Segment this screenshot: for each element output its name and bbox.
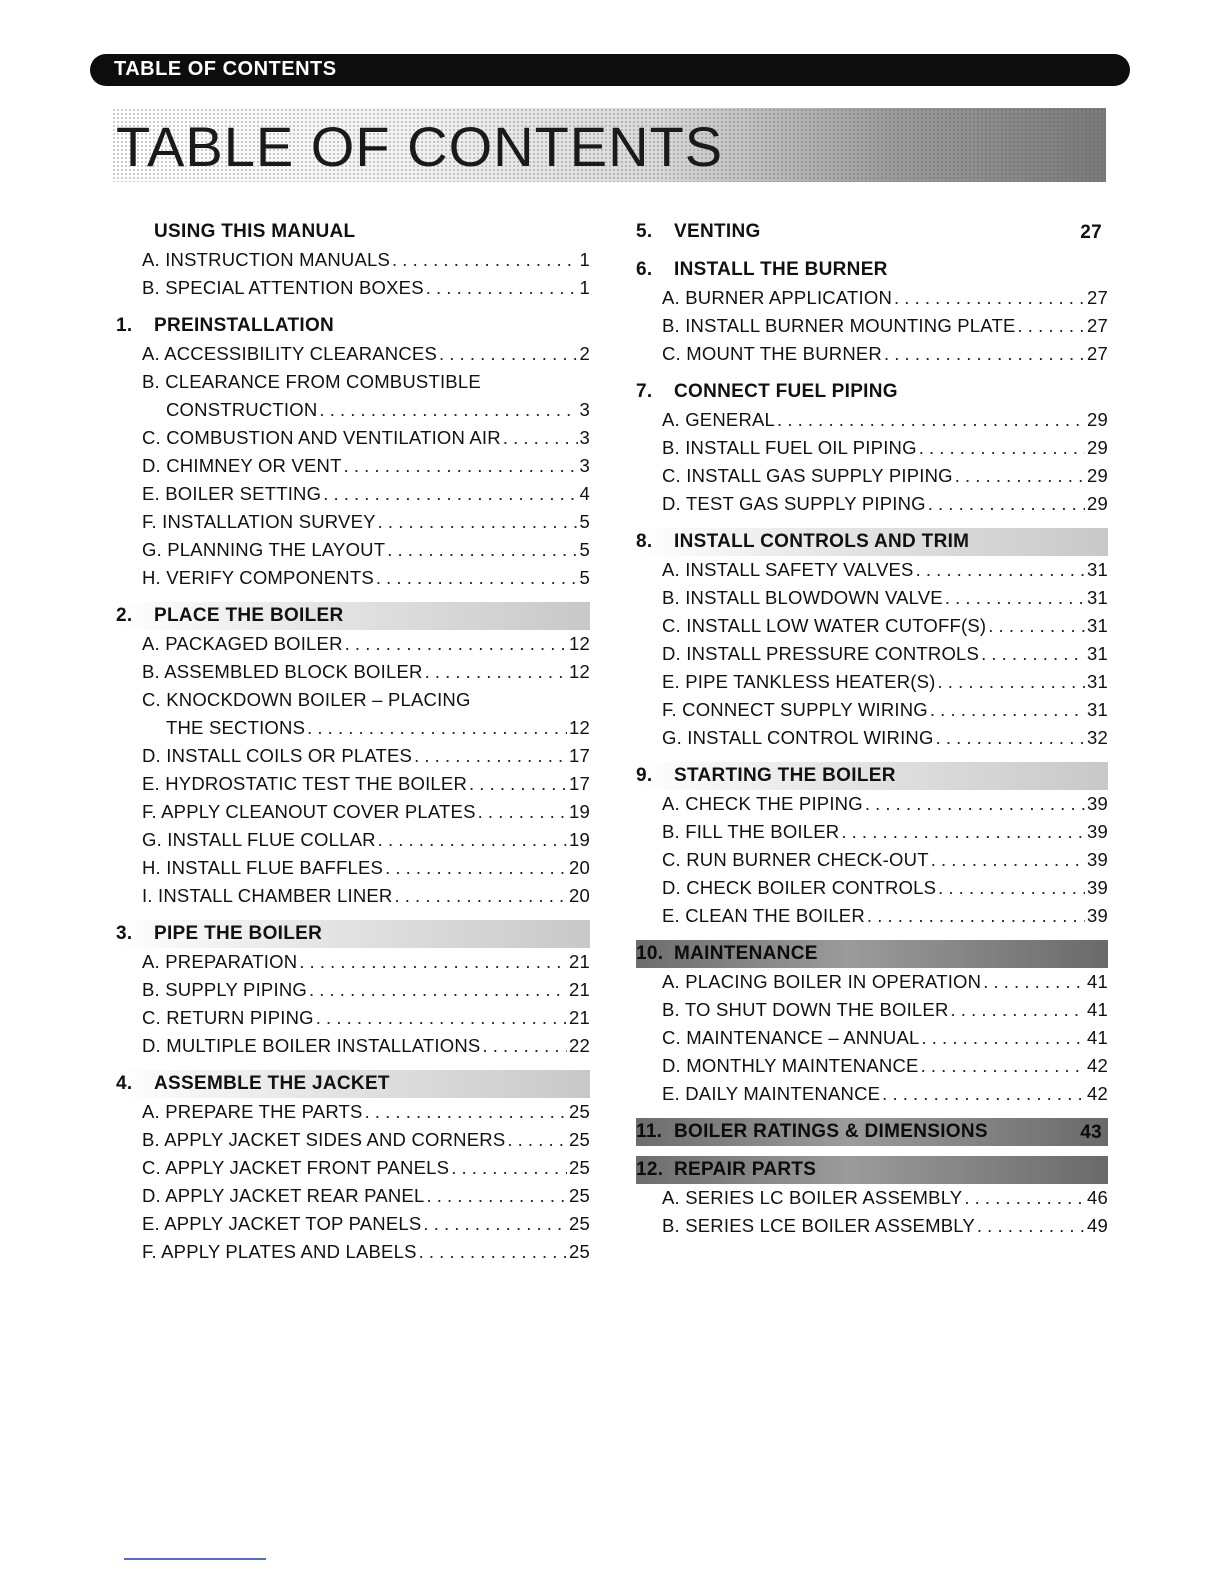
dot-leader bbox=[392, 246, 577, 274]
toc-entry[interactable] bbox=[662, 1024, 1108, 1052]
entry-page: 17 bbox=[569, 773, 590, 794]
entry-label: B. SUPPLY PIPING bbox=[142, 979, 307, 1000]
toc-section bbox=[636, 528, 1108, 752]
entry-page: 39 bbox=[1087, 849, 1108, 870]
section-number: 9. bbox=[636, 765, 653, 786]
toc-entry[interactable] bbox=[142, 564, 590, 592]
entry-label: A. INSTRUCTION MANUALS bbox=[142, 249, 391, 270]
entry-label: D. APPLY JACKET REAR PANEL bbox=[142, 1185, 425, 1206]
entry-label: A. PACKAGED BOILER bbox=[142, 633, 343, 654]
entry-page: 3 bbox=[579, 455, 590, 476]
toc-entry[interactable] bbox=[142, 368, 590, 424]
toc-entry[interactable] bbox=[662, 1184, 1108, 1212]
entry-label: C. KNOCKDOWN BOILER – PLACING bbox=[142, 689, 471, 710]
section-page: 27 bbox=[1080, 222, 1102, 243]
dot-leader bbox=[922, 1024, 1086, 1052]
entry-page: 42 bbox=[1087, 1083, 1108, 1104]
section-number: 4. bbox=[116, 1073, 133, 1094]
entry-page: 31 bbox=[1087, 615, 1108, 636]
entry-page: 1 bbox=[579, 249, 590, 270]
section-heading[interactable] bbox=[116, 218, 590, 246]
entry-label: C. APPLY JACKET FRONT PANELS bbox=[142, 1157, 450, 1178]
entry-list bbox=[636, 790, 1108, 930]
entry-label: D. INSTALL PRESSURE CONTROLS bbox=[662, 643, 980, 664]
dot-leader bbox=[378, 826, 567, 854]
section-page: 43 bbox=[1080, 1122, 1102, 1143]
toc-section bbox=[636, 1118, 1108, 1146]
entry-page: 25 bbox=[569, 1185, 590, 1206]
toc-section bbox=[116, 1070, 590, 1266]
toc-entry[interactable] bbox=[662, 490, 1108, 518]
entry-page: 29 bbox=[1087, 437, 1108, 458]
dot-leader bbox=[376, 564, 578, 592]
dot-leader bbox=[964, 1184, 1085, 1212]
dot-leader bbox=[365, 1098, 567, 1126]
entry-page: 25 bbox=[569, 1101, 590, 1122]
section-title: MAINTENANCE bbox=[674, 943, 818, 964]
dot-leader bbox=[921, 1052, 1085, 1080]
toc-entry[interactable] bbox=[662, 462, 1108, 490]
entry-label: D. CHECK BOILER CONTROLS bbox=[662, 877, 937, 898]
entry-label: E. PIPE TANKLESS HEATER(S) bbox=[662, 671, 936, 692]
entry-label: E. DAILY MAINTENANCE bbox=[662, 1083, 881, 1104]
entry-page: 46 bbox=[1087, 1187, 1108, 1208]
toc-entry[interactable] bbox=[142, 274, 590, 302]
dot-leader bbox=[299, 948, 567, 976]
entry-label: E. APPLY JACKET TOP PANELS bbox=[142, 1213, 422, 1234]
entry-page: 25 bbox=[569, 1213, 590, 1234]
toc-entry[interactable] bbox=[142, 1154, 590, 1182]
section-heading[interactable] bbox=[636, 762, 1108, 790]
entry-list bbox=[116, 630, 590, 910]
dot-leader bbox=[419, 1238, 567, 1266]
entry-page: 12 bbox=[569, 633, 590, 654]
entry-label: G. PLANNING THE LAYOUT bbox=[142, 539, 386, 560]
entry-page: 12 bbox=[569, 661, 590, 682]
entry-page: 25 bbox=[569, 1157, 590, 1178]
dot-leader bbox=[867, 902, 1085, 930]
entry-label: B. TO SHUT DOWN THE BOILER bbox=[662, 999, 949, 1020]
toc-entry[interactable] bbox=[662, 846, 1108, 874]
entry-label: B. SERIES LCE BOILER ASSEMBLY bbox=[662, 1215, 975, 1236]
entry-page: 5 bbox=[579, 567, 590, 588]
section-title: CONNECT FUEL PIPING bbox=[674, 381, 898, 402]
entry-page: 32 bbox=[1087, 727, 1108, 748]
section-heading[interactable] bbox=[636, 1118, 1108, 1146]
toc-section bbox=[116, 920, 590, 1060]
toc-entry[interactable] bbox=[142, 480, 590, 508]
entry-page: 31 bbox=[1087, 699, 1108, 720]
entry-page: 3 bbox=[579, 427, 590, 448]
toc-entry[interactable] bbox=[142, 508, 590, 536]
toc-entry[interactable] bbox=[142, 246, 590, 274]
dot-leader bbox=[919, 434, 1085, 462]
entry-page: 27 bbox=[1087, 343, 1108, 364]
entry-page: 39 bbox=[1087, 793, 1108, 814]
section-heading[interactable] bbox=[636, 218, 1108, 246]
entry-label: B. INSTALL BURNER MOUNTING PLATE bbox=[662, 315, 1016, 336]
dot-leader bbox=[507, 1126, 567, 1154]
section-title: STARTING THE BOILER bbox=[674, 765, 896, 786]
dot-leader bbox=[385, 854, 567, 882]
entry-list bbox=[636, 406, 1108, 518]
dot-leader bbox=[894, 284, 1085, 312]
section-title: VENTING bbox=[674, 221, 761, 242]
entry-list bbox=[116, 340, 590, 592]
section-heading[interactable] bbox=[636, 256, 1108, 284]
entry-page: 19 bbox=[569, 829, 590, 850]
toc-entry[interactable] bbox=[142, 424, 590, 452]
entry-page: 21 bbox=[569, 951, 590, 972]
toc-entry[interactable] bbox=[142, 658, 590, 686]
toc-entry[interactable] bbox=[662, 790, 1108, 818]
dot-leader bbox=[378, 508, 578, 536]
header-tab-label: TABLE OF CONTENTS bbox=[114, 58, 337, 80]
entry-page: 21 bbox=[569, 1007, 590, 1028]
entry-page: 31 bbox=[1087, 587, 1108, 608]
toc-entry[interactable] bbox=[142, 854, 590, 882]
entry-label: I. INSTALL CHAMBER LINER bbox=[142, 885, 393, 906]
section-heading[interactable] bbox=[116, 312, 590, 340]
entry-label: D. INSTALL COILS OR PLATES bbox=[142, 745, 413, 766]
toc-section bbox=[116, 602, 590, 910]
dot-leader bbox=[936, 724, 1085, 752]
entry-label: B. FILL THE BOILER bbox=[662, 821, 840, 842]
toc-entry[interactable] bbox=[662, 584, 1108, 612]
toc-entry[interactable] bbox=[662, 696, 1108, 724]
section-number: 1. bbox=[116, 315, 133, 336]
entry-page: 31 bbox=[1087, 559, 1108, 580]
entry-page: 27 bbox=[1087, 287, 1108, 308]
toc-entry[interactable] bbox=[142, 630, 590, 658]
dot-leader bbox=[977, 1212, 1085, 1240]
entry-label: D. MULTIPLE BOILER INSTALLATIONS bbox=[142, 1035, 481, 1056]
toc-entry[interactable] bbox=[662, 818, 1108, 846]
dot-leader bbox=[841, 818, 1085, 846]
entry-page: 21 bbox=[569, 979, 590, 1000]
dot-leader bbox=[865, 790, 1085, 818]
dot-leader bbox=[983, 968, 1085, 996]
dot-leader bbox=[938, 874, 1085, 902]
toc-section bbox=[636, 378, 1108, 518]
entry-page: 20 bbox=[569, 885, 590, 906]
section-number: 8. bbox=[636, 531, 653, 552]
section-number: 3. bbox=[116, 923, 133, 944]
entry-label: A. ACCESSIBILITY CLEARANCES bbox=[142, 343, 437, 364]
section-title: BOILER RATINGS & DIMENSIONS bbox=[674, 1121, 988, 1142]
entry-label: A. INSTALL SAFETY VALVES bbox=[662, 559, 914, 580]
dot-leader bbox=[426, 1182, 567, 1210]
toc-entry[interactable] bbox=[142, 770, 590, 798]
entry-label: F. APPLY CLEANOUT COVER PLATES bbox=[142, 801, 476, 822]
dot-leader bbox=[439, 340, 578, 368]
dot-leader bbox=[928, 490, 1085, 518]
toc-section bbox=[116, 312, 590, 592]
entry-page: 39 bbox=[1087, 877, 1108, 898]
entry-label: G. INSTALL FLUE COLLAR bbox=[142, 829, 376, 850]
dot-leader bbox=[469, 770, 567, 798]
title-banner bbox=[112, 108, 1106, 182]
entry-page: 29 bbox=[1087, 493, 1108, 514]
dot-leader bbox=[323, 480, 577, 508]
dot-leader bbox=[451, 1154, 567, 1182]
dot-leader bbox=[478, 798, 567, 826]
toc-entry[interactable] bbox=[662, 312, 1108, 340]
header-tab-bar bbox=[90, 54, 1130, 86]
page-title: TABLE OF CONTENTS bbox=[116, 115, 724, 178]
toc-entry[interactable] bbox=[142, 742, 590, 770]
entry-label: B. SPECIAL ATTENTION BOXES bbox=[142, 277, 424, 298]
entry-page: 41 bbox=[1087, 971, 1108, 992]
toc-entry[interactable] bbox=[662, 556, 1108, 584]
toc-entry[interactable] bbox=[662, 1052, 1108, 1080]
entry-label: D. CHIMNEY OR VENT bbox=[142, 455, 342, 476]
dot-leader bbox=[426, 274, 578, 302]
entry-label: A. SERIES LC BOILER ASSEMBLY bbox=[662, 1187, 963, 1208]
toc-entry[interactable] bbox=[662, 874, 1108, 902]
entry-label-continued: CONSTRUCTION bbox=[166, 399, 318, 420]
entry-page: 20 bbox=[569, 857, 590, 878]
toc-entry[interactable] bbox=[142, 1126, 590, 1154]
dot-leader bbox=[316, 1004, 567, 1032]
entry-page: 29 bbox=[1087, 409, 1108, 430]
dot-leader bbox=[955, 462, 1085, 490]
entry-page: 2 bbox=[579, 343, 590, 364]
toc-entry[interactable] bbox=[142, 536, 590, 564]
entry-label: G. INSTALL CONTROL WIRING bbox=[662, 727, 934, 748]
entry-page: 5 bbox=[579, 511, 590, 532]
section-title: ASSEMBLE THE JACKET bbox=[154, 1073, 390, 1094]
entry-label: H. INSTALL FLUE BAFFLES bbox=[142, 857, 384, 878]
dot-leader bbox=[319, 396, 577, 424]
toc-entry[interactable] bbox=[142, 826, 590, 854]
entry-label: E. CLEAN THE BOILER bbox=[662, 905, 865, 926]
toc-entry[interactable] bbox=[142, 1210, 590, 1238]
entry-label-continued: THE SECTIONS bbox=[166, 717, 306, 738]
entry-label: A. PLACING BOILER IN OPERATION bbox=[662, 971, 982, 992]
entry-label: C. MOUNT THE BURNER bbox=[662, 343, 882, 364]
dot-leader bbox=[425, 658, 567, 686]
entry-label: D. TEST GAS SUPPLY PIPING bbox=[662, 493, 926, 514]
toc-entry[interactable] bbox=[662, 968, 1108, 996]
section-title: PLACE THE BOILER bbox=[154, 605, 344, 626]
section-heading[interactable] bbox=[116, 602, 590, 630]
entry-page: 4 bbox=[579, 483, 590, 504]
entry-list bbox=[636, 1184, 1108, 1240]
entry-label: A. PREPARE THE PARTS bbox=[142, 1101, 363, 1122]
entry-page: 49 bbox=[1087, 1215, 1108, 1236]
toc-entry[interactable] bbox=[142, 1182, 590, 1210]
dot-leader bbox=[981, 640, 1085, 668]
section-heading[interactable] bbox=[636, 1156, 1108, 1184]
entry-page: 39 bbox=[1087, 905, 1108, 926]
toc-entry[interactable] bbox=[142, 1238, 590, 1266]
dot-leader bbox=[916, 556, 1085, 584]
toc-entry[interactable] bbox=[662, 284, 1108, 312]
section-heading[interactable] bbox=[116, 1070, 590, 1098]
toc-section bbox=[636, 762, 1108, 930]
toc-entry[interactable] bbox=[142, 798, 590, 826]
toc-section bbox=[116, 218, 590, 302]
dot-leader bbox=[951, 996, 1085, 1024]
dot-leader bbox=[309, 976, 567, 1004]
section-number: 11. bbox=[636, 1121, 663, 1142]
entry-page: 41 bbox=[1087, 999, 1108, 1020]
toc-section bbox=[636, 218, 1108, 246]
entry-page: 22 bbox=[569, 1035, 590, 1056]
dot-leader bbox=[1018, 312, 1086, 340]
toc-entry[interactable] bbox=[662, 1080, 1108, 1108]
section-title: PREINSTALLATION bbox=[154, 315, 335, 336]
dot-leader bbox=[938, 668, 1085, 696]
toc-entry[interactable] bbox=[662, 406, 1108, 434]
entry-list bbox=[116, 246, 590, 302]
section-title: USING THIS MANUAL bbox=[154, 221, 356, 242]
dot-leader bbox=[777, 406, 1085, 434]
toc-entry[interactable] bbox=[142, 686, 590, 742]
section-heading[interactable] bbox=[116, 920, 590, 948]
entry-label: B. CLEARANCE FROM COMBUSTIBLE bbox=[142, 371, 481, 392]
entry-page: 17 bbox=[569, 745, 590, 766]
toc-entry[interactable] bbox=[662, 640, 1108, 668]
toc-entry[interactable] bbox=[662, 902, 1108, 930]
entry-label: A. PREPARATION bbox=[142, 951, 298, 972]
entry-list bbox=[636, 284, 1108, 368]
section-heading[interactable] bbox=[636, 378, 1108, 406]
dot-leader bbox=[882, 1080, 1085, 1108]
entry-label: H. VERIFY COMPONENTS bbox=[142, 567, 374, 588]
entry-label: A. GENERAL bbox=[662, 409, 776, 430]
entry-label: F. CONNECT SUPPLY WIRING bbox=[662, 699, 928, 720]
section-title: INSTALL THE BURNER bbox=[674, 259, 888, 280]
entry-label: A. BURNER APPLICATION bbox=[662, 287, 893, 308]
entry-page: 25 bbox=[569, 1129, 590, 1150]
entry-list bbox=[636, 556, 1108, 752]
entry-continuation bbox=[142, 396, 590, 424]
section-heading[interactable] bbox=[636, 940, 1108, 968]
toc-entry[interactable] bbox=[662, 612, 1108, 640]
toc-entry[interactable] bbox=[662, 434, 1108, 462]
entry-page: 31 bbox=[1087, 671, 1108, 692]
entry-label: C. INSTALL GAS SUPPLY PIPING bbox=[662, 465, 953, 486]
section-number: 2. bbox=[116, 605, 133, 626]
toc-right-column bbox=[636, 218, 1108, 1250]
entry-label: A. CHECK THE PIPING bbox=[662, 793, 863, 814]
entry-page: 3 bbox=[579, 399, 590, 420]
entry-page: 1 bbox=[579, 277, 590, 298]
entry-list bbox=[636, 968, 1108, 1108]
dot-leader bbox=[945, 584, 1085, 612]
section-title: PIPE THE BOILER bbox=[154, 923, 323, 944]
section-number: 12. bbox=[636, 1159, 664, 1180]
toc-entry[interactable] bbox=[142, 948, 590, 976]
toc-section bbox=[636, 1156, 1108, 1240]
toc-entry[interactable] bbox=[662, 1212, 1108, 1240]
section-heading[interactable] bbox=[636, 528, 1108, 556]
dot-leader bbox=[344, 452, 578, 480]
dot-leader bbox=[307, 714, 567, 742]
entry-page: 41 bbox=[1087, 1027, 1108, 1048]
entry-label: C. COMBUSTION AND VENTILATION AIR bbox=[142, 427, 501, 448]
dot-leader bbox=[931, 846, 1085, 874]
section-number: 6. bbox=[636, 259, 653, 280]
toc-entry[interactable] bbox=[662, 668, 1108, 696]
toc-section bbox=[636, 256, 1108, 368]
toc-entry[interactable] bbox=[142, 1098, 590, 1126]
toc-entry[interactable] bbox=[142, 882, 590, 910]
dot-leader bbox=[395, 882, 568, 910]
entry-list bbox=[116, 1098, 590, 1266]
dot-leader bbox=[930, 696, 1085, 724]
dot-leader bbox=[884, 340, 1085, 368]
toc-left-column bbox=[116, 218, 590, 1276]
toc-entry[interactable] bbox=[142, 452, 590, 480]
entry-list bbox=[116, 948, 590, 1060]
entry-label: B. INSTALL BLOWDOWN VALVE bbox=[662, 587, 943, 608]
entry-label: F. INSTALLATION SURVEY bbox=[142, 511, 376, 532]
entry-label: E. HYDROSTATIC TEST THE BOILER bbox=[142, 773, 468, 794]
dot-leader bbox=[503, 424, 578, 452]
dot-leader bbox=[988, 612, 1085, 640]
entry-label: D. MONTHLY MAINTENANCE bbox=[662, 1055, 919, 1076]
entry-label: E. BOILER SETTING bbox=[142, 483, 322, 504]
entry-page: 29 bbox=[1087, 465, 1108, 486]
entry-page: 27 bbox=[1087, 315, 1108, 336]
toc-entry[interactable] bbox=[142, 1004, 590, 1032]
entry-page: 31 bbox=[1087, 643, 1108, 664]
toc-entry[interactable] bbox=[662, 340, 1108, 368]
dot-leader bbox=[345, 630, 567, 658]
entry-label: B. ASSEMBLED BLOCK BOILER bbox=[142, 661, 423, 682]
entry-continuation bbox=[142, 714, 590, 742]
dot-leader bbox=[423, 1210, 567, 1238]
dot-leader bbox=[387, 536, 577, 564]
section-number: 7. bbox=[636, 381, 653, 402]
toc-section bbox=[636, 940, 1108, 1108]
toc-entry[interactable] bbox=[142, 1032, 590, 1060]
toc-entry[interactable] bbox=[142, 976, 590, 1004]
entry-page: 19 bbox=[569, 801, 590, 822]
dot-leader bbox=[414, 742, 567, 770]
toc-entry[interactable] bbox=[662, 724, 1108, 752]
entry-label: C. RETURN PIPING bbox=[142, 1007, 314, 1028]
dot-leader bbox=[482, 1032, 567, 1060]
toc-entry[interactable] bbox=[142, 340, 590, 368]
entry-label: B. INSTALL FUEL OIL PIPING bbox=[662, 437, 917, 458]
footer-rule bbox=[124, 1558, 266, 1560]
entry-label: C. INSTALL LOW WATER CUTOFF(S) bbox=[662, 615, 987, 636]
entry-label: C. MAINTENANCE – ANNUAL bbox=[662, 1027, 920, 1048]
entry-page: 12 bbox=[569, 717, 590, 738]
entry-label: C. RUN BURNER CHECK-OUT bbox=[662, 849, 929, 870]
toc-entry[interactable] bbox=[662, 996, 1108, 1024]
entry-page: 5 bbox=[579, 539, 590, 560]
entry-page: 39 bbox=[1087, 821, 1108, 842]
section-title: INSTALL CONTROLS AND TRIM bbox=[674, 531, 970, 552]
entry-page: 42 bbox=[1087, 1055, 1108, 1076]
entry-page: 25 bbox=[569, 1241, 590, 1262]
section-title: REPAIR PARTS bbox=[674, 1159, 817, 1180]
section-number: 10. bbox=[636, 943, 664, 964]
section-number: 5. bbox=[636, 221, 653, 242]
entry-label: F. APPLY PLATES AND LABELS bbox=[142, 1241, 417, 1262]
entry-label: B. APPLY JACKET SIDES AND CORNERS bbox=[142, 1129, 506, 1150]
